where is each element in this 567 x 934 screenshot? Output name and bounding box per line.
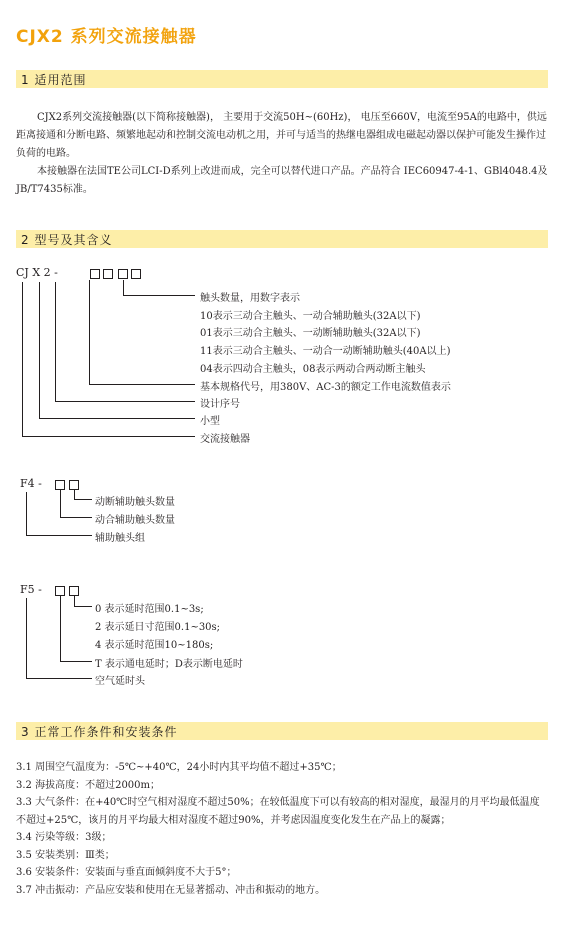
f5-label: 空气延时头	[95, 676, 145, 687]
section-1-header	[16, 70, 548, 88]
page-title: CJX2 系列交流接触器	[16, 27, 197, 47]
cjx2-label: 触头数量，用数字表示	[200, 293, 300, 304]
section-1-body	[16, 109, 548, 199]
f4-label: 动合辅助触头数量	[95, 515, 175, 526]
f5-label: 4 表示延时范围10~180s;	[95, 640, 214, 651]
f5-label: T 表示通电延时；D表示断电延时	[95, 659, 243, 670]
cjx2-label: 01表示三动合主触头、一动断辅助触头(32A以下)	[200, 328, 421, 339]
code-box	[69, 480, 79, 490]
cjx2-label: 04表示四动合主触头，08表示两动合两动断主触头	[200, 364, 426, 375]
code-box	[90, 269, 100, 279]
code-box	[103, 269, 113, 279]
f4-label: 辅助触头组	[95, 533, 145, 544]
section-3-header	[16, 722, 548, 740]
cjx2-label: 基本规格代号，用380V、AC-3的额定工作电流数值表示	[200, 382, 451, 393]
section-2-header	[16, 230, 548, 248]
condition-item: 3.4 污染等级：3级；	[16, 832, 112, 843]
code-box	[55, 480, 65, 490]
cjx2-label: 小型	[200, 416, 220, 427]
code-box	[131, 269, 141, 279]
condition-item: 3.1 周围空气温度为：-5℃~+40℃，24小时内其平均值不超过+35℃；	[16, 762, 342, 773]
condition-item: 3.5 安装类别：Ⅲ类；	[16, 849, 115, 861]
cjx2-code: CJ X 2 -	[16, 266, 58, 279]
section-3-heading: 3 正常工作条件和安装条件	[21, 725, 178, 739]
cjx2-label: 交流接触器	[200, 434, 250, 445]
condition-item: 3.6 安装条件：安装面与垂直面倾斜度不大于5°；	[16, 867, 237, 878]
section-1-heading: 1 适用范围	[21, 73, 87, 87]
section-1-paragraph: 本接触器在法国TE公司LCI-D系列上改进而成，完全可以替代进口产品。产品符合 IEC60947-4-1、GBl4048.4及JB/T7435标准。	[16, 166, 548, 195]
code-box	[69, 586, 79, 596]
conditions-list	[16, 759, 548, 899]
f5-label: 0 表示延时范围0.1~3s;	[95, 604, 204, 615]
f4-label: 动断辅助触头数量	[95, 497, 175, 508]
f4-code: F4 -	[20, 477, 42, 490]
code-box	[55, 586, 65, 596]
condition-item: 3.2 海拔高度：不超过2000m；	[16, 779, 161, 791]
cjx2-label: 设计序号	[200, 399, 240, 410]
cjx2-label: 10表示三动合主触头、一动合辅助触头(32A以下)	[200, 311, 421, 322]
f5-label: 2 表示延日寸范围0.1~30s;	[95, 622, 221, 633]
condition-item: 3.7 冲击振动：产品应安装和使用在无显著摇动、冲击和振动的地方。	[16, 884, 326, 896]
f5-code: F5 -	[20, 583, 42, 596]
condition-item: 3.3 大气条件：在+40℃时空气相对湿度不超过50%；在较低温度下可以有较高的相对湿度，最湿月的月平均最低温度不超过+25℃，该月的月平均最大相对湿度不超过90%，并考虑因温度变化发生在产品上的凝露；	[16, 797, 540, 826]
code-box	[118, 269, 128, 279]
section-2-heading: 2 型号及其含义	[21, 233, 113, 247]
section-1-paragraph: CJX2系列交流接触器(以下简称接触器)， 主要用于交流50H~(60Hz)， 电压至660V，电流至95A的电路中，供远距离接通和分断电路、频繁地起动和控制交流电动机之用，并可与适当的热继电器组成电磁起动器以保护可能发生操作过负荷的电路。	[16, 112, 547, 159]
cjx2-label: 11表示三动合主触头、一动合一动断辅助触头(40A以上)	[200, 346, 451, 357]
